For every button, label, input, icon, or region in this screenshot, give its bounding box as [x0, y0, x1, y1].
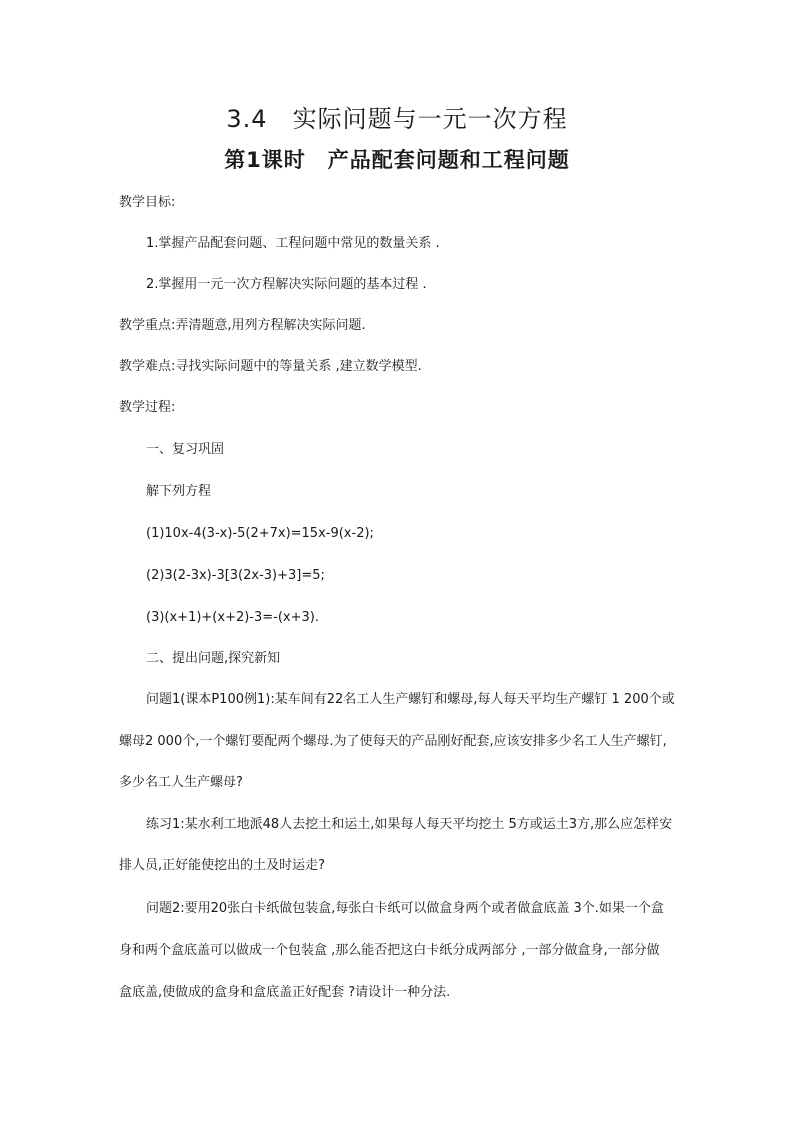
- page-subtitle: 第1课时 产品配套问题和工程问题: [224, 148, 570, 172]
- problem-2-line-3: 盒底盖,使做成的盒身和盒底盖正好配套 ?请设计一种分法.: [119, 985, 451, 1000]
- key-points: 教学重点:弄清题意,用列方程解决实际问题.: [119, 318, 366, 333]
- section-heading-review: 一、复习巩固: [146, 442, 225, 457]
- equation-2: (2)3(2-3x)-3[3(2x-3)+3]=5;: [146, 568, 325, 583]
- problem-1-line-3: 多少名工人生产螺母?: [119, 775, 243, 790]
- process-label: 教学过程:: [119, 400, 176, 415]
- solve-label: 解下列方程: [146, 484, 212, 499]
- problem-1-line-2: 螺母2 000个,一个螺钉要配两个螺母.为了使每天的产品刚好配套,应该安排多少名工人生产螺钉,: [119, 734, 667, 749]
- page-title: 3.4 实际问题与一元一次方程: [226, 105, 568, 133]
- difficulties: 教学难点:寻找实际问题中的等量关系 ,建立数学模型.: [119, 359, 422, 374]
- section-heading-explore: 二、提出问题,探究新知: [146, 651, 281, 666]
- objective-2: 2.掌握用一元一次方程解决实际问题的基本过程 .: [146, 277, 427, 292]
- equation-3: (3)(x+1)+(x+2)-3=-(x+3).: [146, 610, 319, 625]
- problem-2-line-2: 身和两个盒底盖可以做成一个包装盒 ,那么能否把这白卡纸分成两部分 ,一部分做盒身,一部分做: [119, 943, 660, 958]
- exercise-1-line-1: 练习1:某水利工地派48人去挖土和运土,如果每人每天平均挖土 5方或运土3方,那么应怎样安: [146, 817, 673, 832]
- objective-1: 1.掌握产品配套问题、工程问题中常见的数量关系 .: [146, 236, 440, 251]
- problem-1-line-1: 问题1(课本P100例1):某车间有22名工人生产螺钉和螺母,每人每天平均生产螺钉 1 200个或: [146, 692, 675, 707]
- exercise-1-line-2: 排人员,正好能使挖出的土及时运走?: [119, 858, 326, 873]
- problem-2-line-1: 问题2:要用20张白卡纸做包装盒,每张白卡纸可以做盒身两个或者做盒底盖 3个.如果一个盒: [146, 901, 664, 916]
- equation-1: (1)10x-4(3-x)-5(2+7x)=15x-9(x-2);: [146, 526, 374, 541]
- objectives-label: 教学目标:: [119, 195, 176, 210]
